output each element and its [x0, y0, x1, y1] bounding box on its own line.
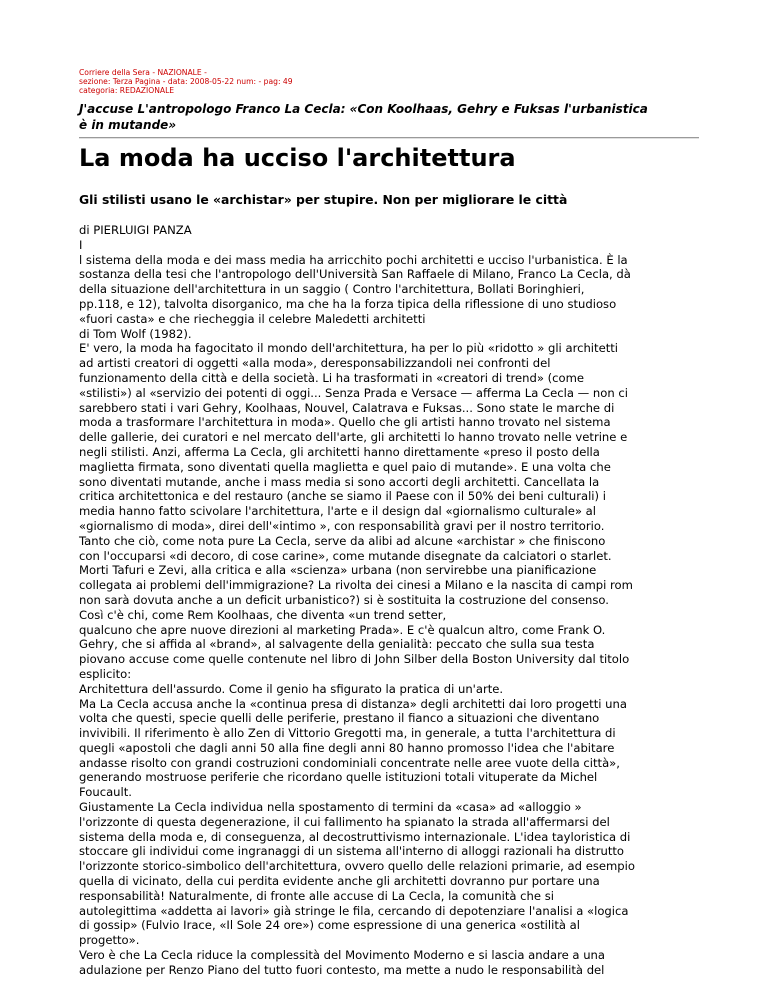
- metadata-line: sezione: Terza Pagina - data: 2008-05-22 num: - pag: 49: [79, 77, 293, 86]
- body-line: piovano accuse come quelle contenute nel libro di John Silber della Boston University dal titolo: [79, 652, 630, 667]
- article-metadata: [79, 68, 293, 95]
- body-line: Foucault.: [79, 785, 132, 800]
- body-line: autolegittima «addetta ai lavori» già stringe le fila, cercando di depotenziare l'analisi a «logica: [79, 903, 629, 918]
- body-line: di gossip» (Fulvio Irace, «Il Sole 24 ore») come espressione di una generica «ostilità al: [79, 918, 580, 933]
- body-line: adulazione per Renzo Piano del tutto fuori contesto, ma mette a nudo le responsabilità del: [79, 962, 605, 977]
- body-line: moda a trasformare l'architettura in moda». Quello che gli artisti hanno trovato nel sistema: [79, 415, 611, 430]
- body-line: sarebbero stati i vari Gehry, Koolhaas, Nouvel, Calatrava e Fuksas... Sono state le marche di: [79, 400, 615, 415]
- body-line: critica architettonica e del restauro (anche se siamo il Paese con il 50% dei beni culturali) i: [79, 489, 606, 504]
- horizontal-rule: [79, 137, 699, 139]
- body-line: Gehry, che si affida al «brand», al salvagente della genialità: peccato che sulla sua testa: [79, 637, 595, 652]
- kicker-line: J'accuse L'antropologo Franco La Cecla: «Con Koolhaas, Gehry e Fuksas l'urbanistica: [79, 102, 648, 116]
- body-line: generando mostruose periferie che ricordano quelle istituzioni totali vituperate da Michel: [79, 770, 598, 785]
- body-line: Tanto che ciò, come nota pure La Cecla, serve da alibi ad alcune «archistar » che finiscono: [79, 533, 606, 548]
- kicker-line: è in mutande»: [79, 118, 177, 132]
- body-line: Ma La Cecla accusa anche la «continua presa di distanza» degli architetti dai loro progetti una: [79, 696, 627, 711]
- body-line: esplicito:: [79, 666, 132, 681]
- body-line: I: [79, 237, 83, 252]
- body-line: delle gallerie, dei curatori e nel mercato dell'arte, gli architetti lo hanno trovato nelle vetrine e: [79, 430, 628, 445]
- body-line: sistema della moda e, di conseguenza, al decostruttivismo internazionale. L'idea tayloristica di: [79, 829, 631, 844]
- body-line: di PIERLUIGI PANZA: [79, 223, 192, 237]
- body-line: «giornalismo di moda», direi dell'«intimo », con responsabilità gravi per il nostro territorio.: [79, 518, 605, 533]
- body-line: di Tom Wolf (1982).: [79, 326, 192, 341]
- body-line: sono diventati mutande, anche i mass media si sono accorti degli architetti. Cancellata la: [79, 474, 600, 489]
- body-line: Vero è che La Cecla riduce la complessità del Movimento Moderno e si lascia andare a una: [79, 948, 605, 963]
- body-line: Così c'è chi, come Rem Koolhaas, che diventa «un trend setter,: [79, 607, 447, 622]
- article-body: [79, 223, 699, 978]
- article-title: La moda ha ucciso l'architettura: [79, 144, 516, 172]
- body-line: maglietta firmata, sono diventati quella maglietta e quel paio di mutande». E una volta che: [79, 459, 611, 474]
- body-line: responsabilità! Naturalmente, di fronte alle accuse di La Cecla, la comunità che si: [79, 888, 554, 903]
- body-line: E' vero, la moda ha fagocitato il mondo dell'architettura, ha per lo più «ridotto » gli architetti: [79, 341, 619, 356]
- body-line: media hanno fatto scivolare l'architettura, l'arte e il design dal «giornalismo culturale» al: [79, 504, 596, 519]
- body-line: volta che questi, specie quelli delle periferie, prestano il fianco a situazioni che diventano: [79, 711, 600, 726]
- body-line: qualcuno che apre nuove direzioni al marketing Prada». E c'è qualcun altro, come Frank O.: [79, 622, 606, 637]
- body-line: non sarà dovuta anche a un deficit urbanistico?) si è sostituita la costruzione del consenso.: [79, 592, 609, 607]
- body-line: l'orizzonte di questa degenerazione, il cui fallimento ha spianato la strada all'affermarsi del: [79, 814, 610, 829]
- body-line: «stilisti») al «servizio dei potenti di oggi... Senza Prada e Versace — afferma La Cecla — non ci: [79, 385, 629, 400]
- article-kicker: [79, 101, 699, 133]
- body-line: invivibili. Il riferimento è allo Zen di Vittorio Gregotti ma, in generale, a tutta l'architettura di: [79, 726, 616, 741]
- body-line: l sistema della moda e dei mass media ha arricchito pochi architetti e ucciso l'urbanistica. È la: [79, 252, 628, 267]
- body-line: stoccare gli individui come ingranaggi di un sistema all'interno di alloggi razionali ha distrutto: [79, 844, 625, 859]
- body-line: progetto».: [79, 933, 140, 948]
- article-subtitle: Gli stilisti usano le «archistar» per stupire. Non per migliorare le città: [79, 192, 568, 207]
- body-line: negli stilisti. Anzi, afferma La Cecla, gli architetti hanno direttamente «preso il posto della: [79, 444, 600, 459]
- body-line: l'orizzonte storico-simbolico dell'architettura, ovvero quello delle relazioni primarie, ad esempio: [79, 859, 635, 874]
- body-line: «fuori casta» e che riecheggia il celebre Maledetti architetti: [79, 311, 426, 326]
- body-line: quella di vicinato, della cui perdita evidente anche gli architetti dovranno pur portare una: [79, 874, 600, 889]
- body-line: ad artisti creatori di oggetti «alla moda», deresponsabilizzandoli nei confronti del: [79, 356, 551, 371]
- body-line: con l'occuparsi «di decoro, di cose carine», come mutande disegnate da calciatori o starlet.: [79, 548, 612, 563]
- body-line: Giustamente La Cecla individua nella spostamento di termini da «casa» ad «alloggio »: [79, 800, 582, 815]
- metadata-line: Corriere della Sera - NAZIONALE -: [79, 68, 207, 77]
- body-line: pp.118, e 12), talvolta disorganico, ma che ha la forza tipica della riflessione di uno studioso: [79, 296, 617, 311]
- metadata-line: categoria: REDAZIONALE: [79, 86, 175, 95]
- body-line: sostanza della tesi che l'antropologo dell'Università San Raffaele di Milano, Franco La Cecla, dà: [79, 267, 631, 282]
- body-line: Morti Tafuri e Zevi, alla critica e alla «scienza» urbana (non servirebbe una pianificazione: [79, 563, 597, 578]
- body-line: Architettura dell'assurdo. Come il genio ha sfigurato la pratica di un'arte.: [79, 681, 504, 696]
- body-line: funzionamento della città e della società. Li ha trasformati in «creatori di trend» (come: [79, 370, 585, 385]
- body-line: della situazione dell'architettura in un saggio ( Contro l'architettura, Bollati Boringhieri,: [79, 282, 585, 297]
- body-line: andasse risolto con grandi costruzioni condominiali concentrate nelle aree vuote della città»,: [79, 755, 620, 770]
- body-line: collegata ai problemi dell'immigrazione? La rivolta dei cinesi a Milano e la nascita di campi rom: [79, 578, 633, 593]
- body-line: quegli «apostoli che dagli anni 50 alla fine degli anni 80 hanno promosso l'idea che l'abitare: [79, 740, 615, 755]
